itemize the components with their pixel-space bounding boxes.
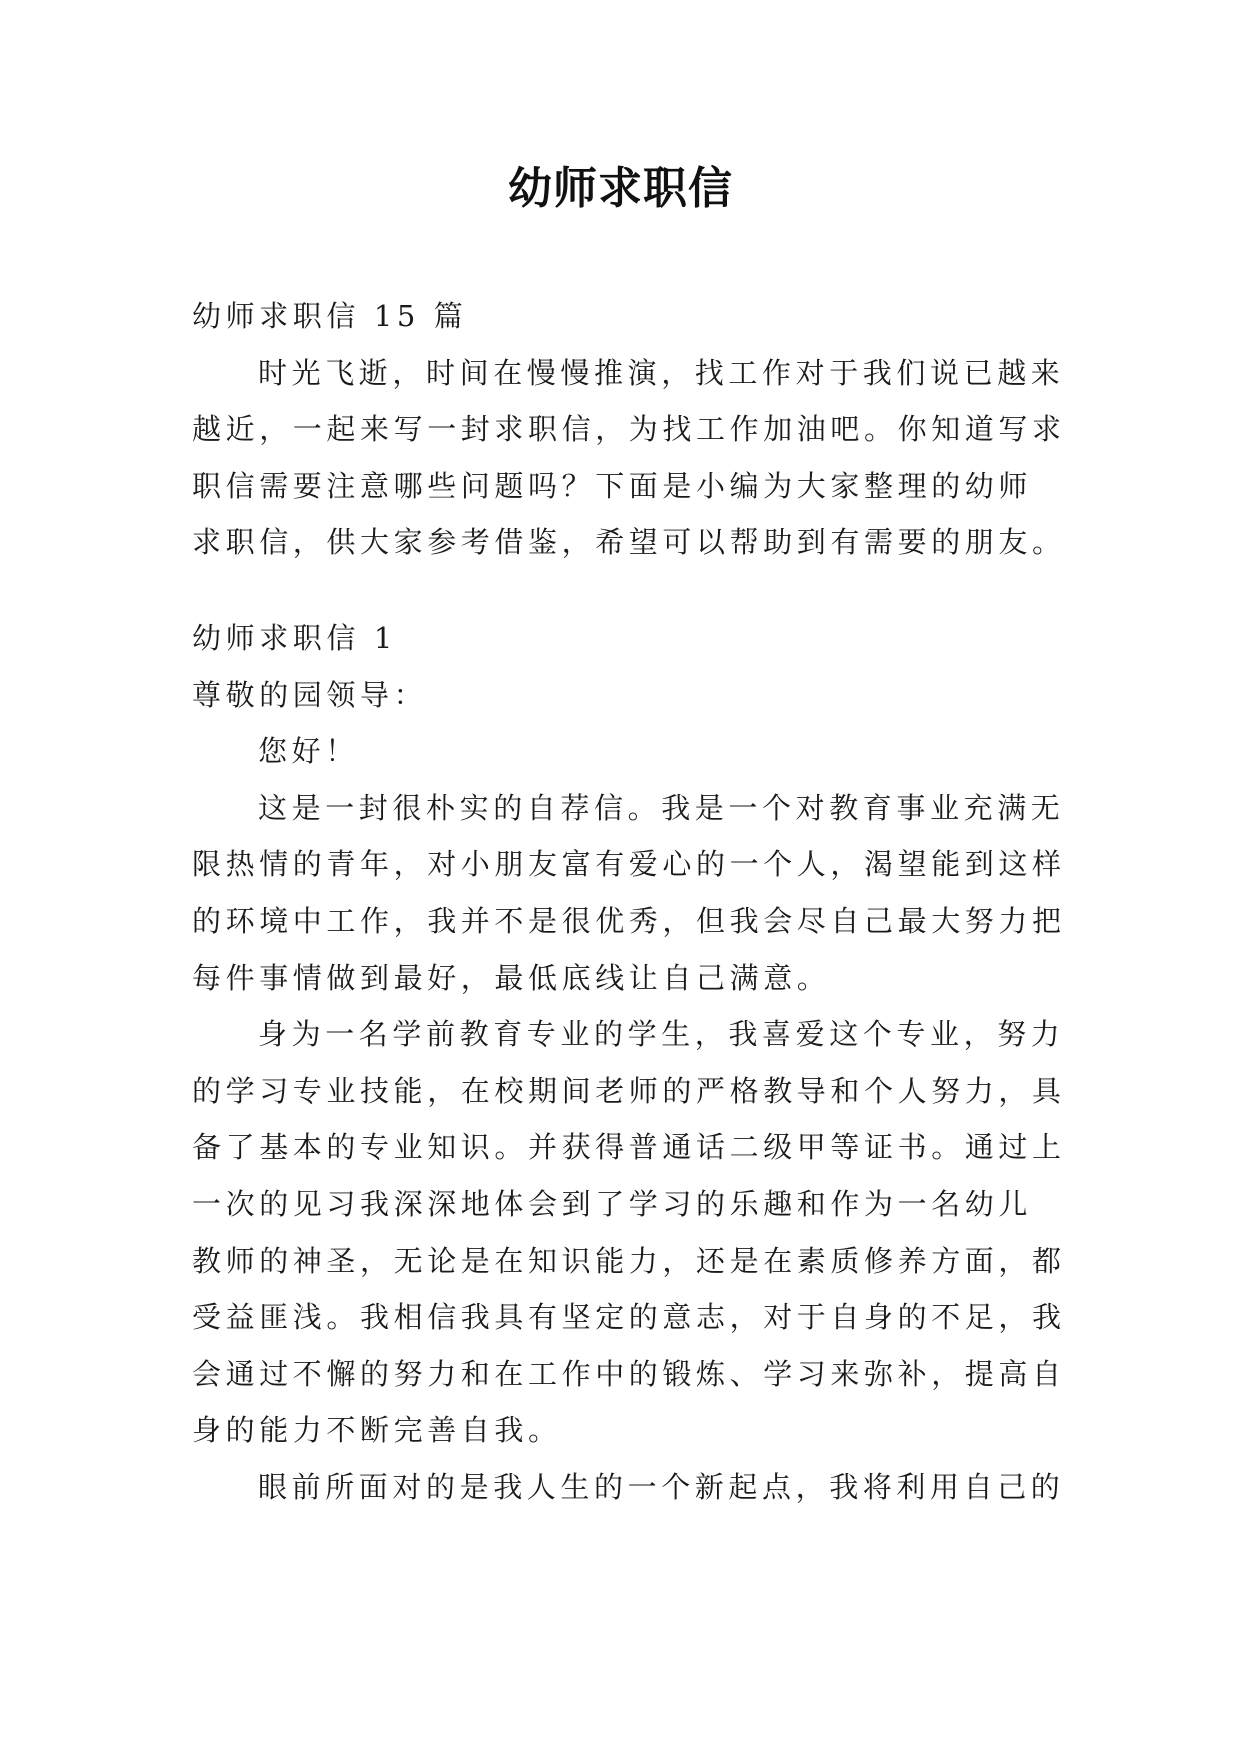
paragraph-line: 受益匪浅。我相信我具有坚定的意志，对于自身的不足，我: [192, 1300, 1066, 1335]
salutation: 尊敬的园领导：: [192, 677, 428, 712]
document-body: [192, 288, 1066, 1515]
intro-line: 职信需要注意哪些问题吗？下面是小编为大家整理的幼师: [192, 468, 1033, 503]
letter-heading: 幼师求职信 1: [192, 620, 397, 655]
intro-line: 求职信，供大家参考借鉴，希望可以帮助到有需要的朋友。: [192, 525, 1066, 560]
paragraph-gap: [192, 571, 1056, 610]
paragraph-line: 的学习专业技能，在校期间老师的严格教导和个人努力，具: [192, 1073, 1066, 1108]
paragraph-line: 每件事情做到最好，最低底线让自己满意。: [192, 960, 831, 995]
paragraph-line: 身的能力不断完善自我。: [192, 1413, 562, 1448]
paragraph-line: 备了基本的专业知识。并获得普通话二级甲等证书。通过上: [192, 1130, 1066, 1165]
paragraph-line: 眼前所面对的是我人生的一个新起点，我将利用自己的: [258, 1469, 1065, 1504]
page-title: 幼师求职信: [508, 163, 733, 214]
paragraph-line: 限热情的青年，对小朋友富有爱心的一个人，渴望能到这样: [192, 847, 1066, 882]
greeting: 您好！: [258, 734, 359, 769]
intro-line: 越近，一起来写一封求职信，为找工作加油吧。你知道写求: [192, 412, 1066, 447]
paragraph-line: 身为一名学前教育专业的学生，我喜爱这个专业，努力: [258, 1017, 1065, 1052]
paragraph-line: 教师的神圣，无论是在知识能力，还是在素质修养方面，都: [192, 1243, 1066, 1278]
intro-line: 时光飞逝，时间在慢慢推演，找工作对于我们说已越来: [258, 355, 1065, 390]
paragraph-line: 的环境中工作，我并不是很优秀，但我会尽自己最大努力把: [192, 903, 1066, 938]
paragraph-line: 这是一封很朴实的自荐信。我是一个对教育事业充满无: [258, 790, 1065, 825]
paragraph-line: 一次的见习我深深地体会到了学习的乐趣和作为一名幼儿: [192, 1186, 1033, 1221]
subtitle: 幼师求职信 15 篇: [192, 299, 468, 333]
paragraph-line: 会通过不懈的努力和在工作中的锻炼、学习来弥补，提高自: [192, 1356, 1066, 1391]
